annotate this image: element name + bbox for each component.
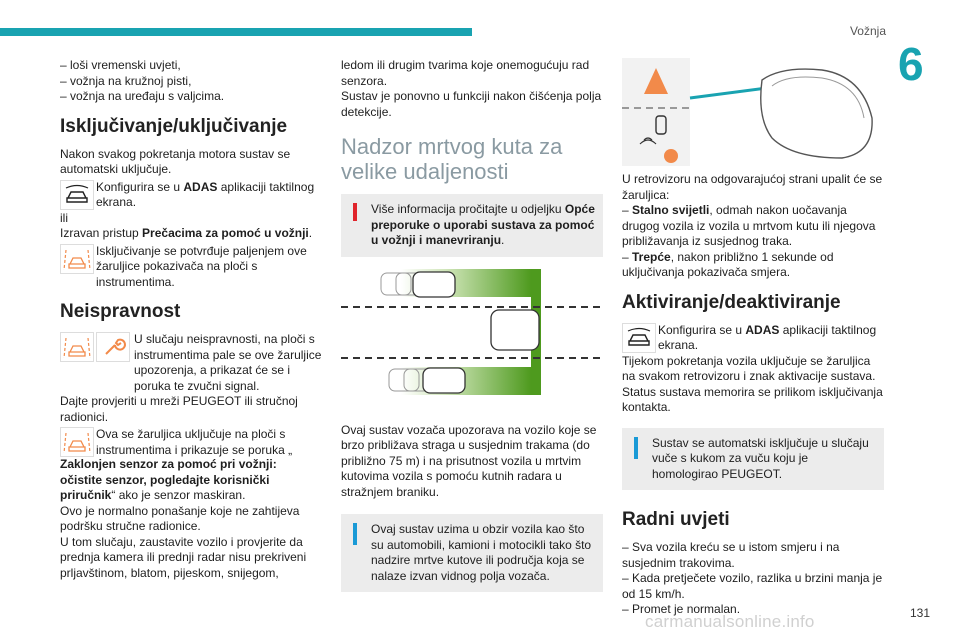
- icon-pair: [60, 332, 132, 362]
- text: Isključivanje se potvrđuje paljenjem ove žaruljice pokazivača na ploči s instrumentima.: [96, 243, 307, 289]
- text-bold: Zaklonjen senzor za pomoć pri vožnji: očistite senzor, pogledajte korisnički priručnik: [60, 457, 277, 502]
- paragraph: ili: [60, 210, 68, 225]
- list-item: – Kada pretječete vozilo, razlika u brzini manja je od 15 km/h.: [622, 571, 883, 601]
- heading-conditions: Radni uvjeti: [622, 509, 730, 530]
- paragraph: Status sustava memorira se prilikom isključivanja kontakta.: [622, 384, 883, 414]
- text-bold: ADAS: [183, 179, 218, 194]
- list-item: – vožnja na uređaju s valjcima.: [60, 89, 225, 103]
- paragraph: Ovo je normalno ponašanje koje ne zahtijeva podršku stručne radionice.: [60, 503, 300, 533]
- icon-paragraph: [60, 180, 322, 211]
- paragraph: Tijekom pokretanja vozila uključuje se žaruljica na svakom retrovizoru i znak aktivacije sustava.: [622, 353, 876, 383]
- heading-activation: Aktiviranje/deaktiviranje: [622, 291, 841, 313]
- icon-paragraph: [60, 332, 322, 394]
- list-item: – loši vremenski uvjeti,: [60, 58, 181, 72]
- header-accent-bar: [0, 28, 472, 36]
- wrench-icon: [96, 332, 130, 362]
- icon-paragraph: [60, 244, 322, 291]
- chapter-number: 6: [898, 38, 924, 90]
- info-mark-icon: [634, 437, 638, 459]
- paragraph: ledom ili drugim tvarima koje onemogućuju rad senzora.: [341, 58, 590, 88]
- lane-warning-orange-icon: [60, 427, 94, 457]
- info-note: Ovaj sustav uzima u obzir vozila kao što su automobili, kamioni i motocikli tako što nadzire mrtve kutove ili područja koja se nalaze izvan vidnog polja vozača.: [341, 514, 603, 592]
- paragraph: Ovaj sustav vozača upozorava na vozilo koje se brzo približava straga u susjednim trakama (do približno 75 m) i na prisutnost vozila u mrtvim kutovima vozila s pomoću kutnih radara u stražnjem braniku.: [341, 422, 597, 499]
- car-adas-icon: [60, 180, 94, 210]
- paragraph: U retrovizoru na odgovarajućoj strani upalit će se žaruljica:: [622, 172, 883, 202]
- text: aplikaciji taktilnog ekrana.: [96, 179, 315, 209]
- column-3: U retrovizoru na odgovarajućoj strani upalit će se žaruljica: – Stalno svijetli, odmah nakon uočavanja drugog vozila iz vozila u mrtvom kutu ili njegova približavanja iz susjednog traka. – Trepće, nakon približno 1 sekunde od uključivanja pokazivača smjera. Aktiviranje/deaktiviranje Konfigurira se u ADAS aplikaciji taktilnog ekrana. Tijekom pokretanja vozila uključuje se žaruljica na svakom retrovizoru i znak aktivacije sustava. Status sustava memorira se prilikom isključivanja kontakta. Sustav se automatski isključuje u slučaju vuče s kukom za vuču koju je homologirao PEUGEOT. Radni uvjeti – Sva vozila kreću se u istom smjeru i na susjednim trakovima. – Kada pretječete vozilo, razlika u brzini manja je od 15 km/h. – Promet je normalan.: [622, 58, 884, 618]
- paragraph: Nakon svakog pokretanja motora sustav se automatski uključuje.: [60, 146, 291, 176]
- mirror-indicator-illustration: [622, 58, 884, 166]
- warning-mark-icon: [353, 203, 357, 221]
- paragraph: U tom slučaju, zaustavite vozilo i provjerite da prednja kamera ili prednji radar nisu prekriveni prljavštinom, blatom, pijeskom, snijegom,: [60, 534, 307, 580]
- lane-warning-orange-icon: [60, 332, 94, 362]
- text: Konfigurira se u: [96, 179, 184, 194]
- paragraph: Sustav je ponovno u funkciji nakon čišćenja polja detekcije.: [341, 89, 602, 119]
- warning-note: Više informacija pročitajte u odjeljku Opće preporuke o uporabi sustava za pomoć u vožnji i manevriranju.: [341, 194, 603, 257]
- list-item: – vožnja na kružnoj pisti,: [60, 73, 192, 88]
- paragraph: Dajte provjeriti u mreži PEUGEOT ili stručnoj radionici.: [60, 394, 298, 424]
- lane-warning-orange-icon: [60, 244, 94, 274]
- list-item: – Promet je normalan.: [622, 602, 741, 616]
- info-mark-icon: [353, 523, 357, 545]
- page-number: 131: [909, 606, 930, 620]
- column-1: – loši vremenski uvjeti, – vožnja na kružnoj pisti, – vožnja na uređaju s valjcima. Isključivanje/uključivanje Nakon svakog pokretanja motora sustav se automatski uključuje. Konfigurira se u ADAS aplikaciji taktilnog ekrana. ili Izravan pristup Prečacima za pomoć u vožnji. Isključivanje se potvrđuje paljenjem ove žaruljice pokazivača na ploči s instrumentima. Neispravnost U slučaju neispravnosti, na ploči s instrumentima pale se ove žaruljice upozorenja, a prikazat će se i poruka te zvučni signal. Dajte provjeriti u mreži PEUGEOT ili stručnoj radionici. Ova se žaruljica uključuje na ploči s instrumentima i prikazuje se poruka „ Zaklonjen senzor za pomoć pri vožnji: očistite senzor, pogledajte korisnički priručnik“ ako je senzor maskiran. Ovo je normalno ponašanje koje ne zahtijeva podršku stručne radionice. U tom slučaju, zaustavite vozilo i provjerite da prednja kamera ili prednji radar nisu prekriveni prljavštinom, blatom, pijeskom, snijegom,: [60, 58, 322, 580]
- watermark: carmanualsonline.info: [645, 612, 815, 631]
- icon-paragraph: Ova se žaruljica uključuje na ploči s instrumentima i prikazuje se poruka „: [60, 427, 322, 458]
- heading-on-off: Isključivanje/uključivanje: [60, 115, 288, 137]
- section-name: Vožnja: [849, 24, 886, 38]
- car-adas-icon: [622, 323, 656, 353]
- blind-spot-illustration: [341, 265, 603, 415]
- section-title: Nadzor mrtvog kuta za velike udaljenosti: [341, 134, 563, 184]
- heading-fault: Neispravnost: [60, 301, 181, 322]
- text: U slučaju neispravnosti, na ploči s instrumentima pale se ove žaruljice upozorenja, a prikazat će se i poruka te zvučni signal.: [134, 332, 322, 393]
- column-2: [341, 58, 603, 600]
- list-item: – Sva vozila kreću se u istom smjeru i na susjednim trakovima.: [622, 540, 840, 570]
- icon-paragraph: Konfigurira se u ADAS aplikaciji taktilnog ekrana.: [622, 323, 884, 354]
- paragraph: Izravan pristup Prečacima za pomoć u vožnji.: [60, 226, 313, 240]
- info-note: Sustav se automatski isključuje u slučaju vuče s kukom za vuču koju je homologirao PEUGEOT.: [622, 428, 884, 491]
